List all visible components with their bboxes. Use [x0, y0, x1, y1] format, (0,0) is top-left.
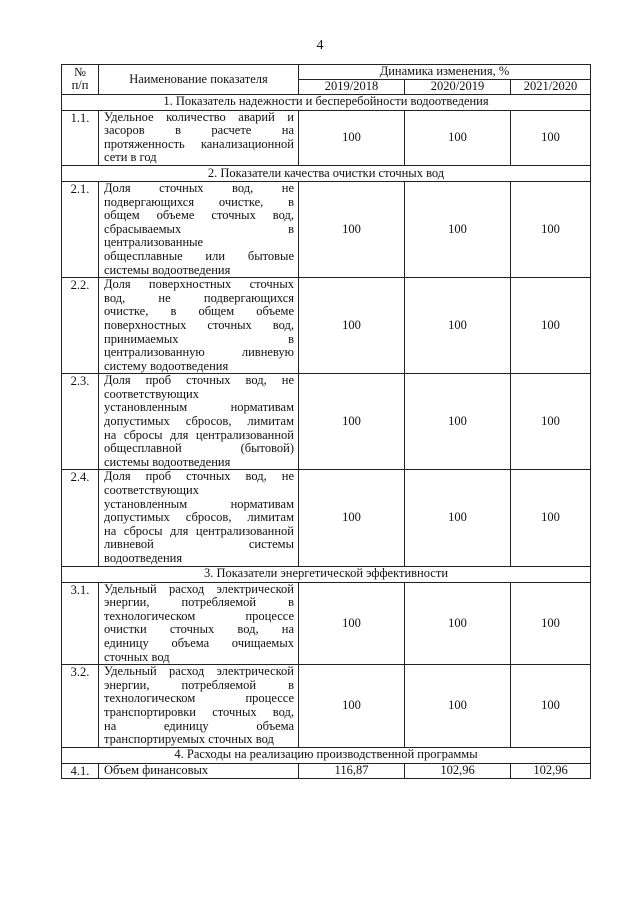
- indicator-name-line: на сбросы для централизованной: [104, 427, 294, 442]
- indicator-name-line: Удельный расход электрической: [104, 581, 294, 596]
- indicator-name-line: общесплавной (бытовой): [104, 441, 294, 456]
- indicator-name-line: транспортировки сточных вод,: [104, 704, 294, 719]
- indicator-name: [99, 470, 299, 566]
- dynamics-value: 100: [511, 374, 591, 470]
- indicators-table: [61, 64, 591, 779]
- row-number: 3.2.: [62, 665, 99, 748]
- header-name: Наименование показателя: [99, 65, 299, 95]
- indicator-name: [99, 763, 299, 779]
- indicator-name: [99, 181, 299, 277]
- dynamics-value: 100: [511, 470, 591, 566]
- header-year: 2019/2018: [299, 79, 405, 94]
- indicator-name-line: Доля проб сточных вод, не: [104, 373, 294, 388]
- indicator-name-line: на сбросы для централизованной: [104, 523, 294, 538]
- row-number: 2.1.: [62, 181, 99, 277]
- indicator-name-line: сбрасываемых в: [104, 221, 294, 236]
- header-number-symbol: №: [74, 64, 86, 79]
- indicator-name-line: систему водоотведения: [104, 358, 229, 373]
- indicator-name-line: технологическом процессе: [104, 608, 294, 623]
- indicator-name-line: энергии, потребляемой в: [104, 677, 294, 692]
- dynamics-value: 100: [299, 110, 405, 165]
- indicator-name-line: установленным нормативам: [104, 496, 294, 511]
- indicator-name: [99, 110, 299, 165]
- indicator-row: [62, 665, 591, 748]
- section-title: 4. Расходы на реализацию производственной программы: [62, 747, 591, 763]
- indicator-name-line: Объем финансовых: [104, 762, 209, 777]
- page-number: 4: [316, 38, 324, 53]
- dynamics-value: 100: [405, 374, 511, 470]
- indicator-name-line: вод, не подвергающихся: [104, 290, 294, 305]
- indicator-name-line: Удельный расход электрической: [104, 664, 294, 679]
- indicator-name-line: сети в год: [104, 150, 157, 165]
- dynamics-value: 100: [405, 665, 511, 748]
- indicator-name-line: соответствующих: [104, 386, 199, 401]
- indicator-name-line: общем объеме сточных вод,: [104, 208, 294, 223]
- header-dynamics: Динамика изменения, %: [299, 65, 591, 80]
- section-row: [62, 747, 591, 763]
- dynamics-value: 102,96: [511, 763, 591, 779]
- indicator-name-line: системы водоотведения: [104, 262, 231, 277]
- indicator-name-line: очистке, в общем объеме: [104, 304, 294, 319]
- section-row: [62, 94, 591, 110]
- indicator-row: [62, 582, 591, 665]
- row-number: 2.3.: [62, 374, 99, 470]
- indicator-name-line: технологическом процессе: [104, 691, 294, 706]
- indicator-name-line: Доля сточных вод, не: [104, 180, 294, 195]
- indicator-name-line: протяженность канализационной: [104, 136, 294, 151]
- section-title: 1. Показатель надежности и бесперебойности водоотведения: [62, 94, 591, 110]
- indicator-name: [99, 582, 299, 665]
- dynamics-value: 100: [299, 582, 405, 665]
- row-number: 2.2.: [62, 278, 99, 374]
- indicator-name-line: допустимых сбросов, лимитам: [104, 414, 294, 429]
- section-title: 2. Показатели качества очистки сточных вод: [62, 165, 591, 181]
- indicator-name-line: соответствующих: [104, 483, 199, 498]
- indicator-name-line: засоров в расчете на: [104, 123, 294, 138]
- indicator-name-line: ливневой системы: [104, 537, 294, 552]
- section-row: [62, 566, 591, 582]
- indicator-name-line: сточных вод: [104, 649, 170, 664]
- dynamics-value: 100: [405, 582, 511, 665]
- header-number-label: п/п: [71, 78, 89, 93]
- dynamics-value: 116,87: [299, 763, 405, 779]
- indicator-name-line: подвергающихся очистке, в: [104, 194, 294, 209]
- dynamics-value: 102,96: [405, 763, 511, 779]
- dynamics-value: 100: [511, 582, 591, 665]
- indicator-name-line: поверхностных сточных вод,: [104, 317, 294, 332]
- section-row: [62, 165, 591, 181]
- indicator-name: [99, 665, 299, 748]
- indicator-name-line: единицу объема очищаемых: [104, 635, 294, 650]
- dynamics-value: 100: [405, 110, 511, 165]
- indicator-name-line: Доля проб сточных вод, не: [104, 469, 294, 484]
- dynamics-value: 100: [405, 181, 511, 277]
- indicator-name-line: общесплавные или бытовые: [104, 248, 294, 263]
- indicator-name-line: транспортируемых сточных вод: [104, 732, 274, 747]
- row-number: 3.1.: [62, 582, 99, 665]
- dynamics-value: 100: [511, 110, 591, 165]
- indicator-row: [62, 470, 591, 566]
- indicator-row: [62, 763, 591, 779]
- indicator-row: [62, 278, 591, 374]
- indicator-row: [62, 374, 591, 470]
- row-number: 2.4.: [62, 470, 99, 566]
- indicator-name-line: очистки сточных вод, на: [104, 622, 294, 637]
- dynamics-value: 100: [405, 470, 511, 566]
- dynamics-value: 100: [511, 181, 591, 277]
- row-number: 1.1.: [62, 110, 99, 165]
- indicator-name: [99, 278, 299, 374]
- indicator-name: [99, 374, 299, 470]
- indicator-name-line: энергии, потребляемой в: [104, 595, 294, 610]
- dynamics-value: 100: [299, 665, 405, 748]
- row-number: 4.1.: [62, 763, 99, 779]
- indicator-name-line: принимаемых в: [104, 331, 294, 346]
- dynamics-value: 100: [511, 278, 591, 374]
- indicator-name-line: централизованную ливневую: [104, 345, 294, 360]
- header-number-cell: [62, 65, 99, 95]
- indicator-name-line: водоотведения: [104, 551, 183, 565]
- indicator-name-line: на единицу объема: [104, 718, 294, 733]
- indicator-row: [62, 110, 591, 165]
- header-year: 2021/2020: [511, 79, 591, 94]
- dynamics-value: 100: [405, 278, 511, 374]
- dynamics-value: 100: [299, 470, 405, 566]
- indicator-name-line: допустимых сбросов, лимитам: [104, 510, 294, 525]
- dynamics-value: 100: [511, 665, 591, 748]
- indicator-name-line: централизованные: [104, 235, 204, 250]
- dynamics-value: 100: [299, 278, 405, 374]
- indicator-name-line: Доля поверхностных сточных: [104, 277, 294, 292]
- section-title: 3. Показатели энергетической эффективности: [62, 566, 591, 582]
- dynamics-value: 100: [299, 374, 405, 470]
- indicator-name-line: установленным нормативам: [104, 400, 294, 415]
- dynamics-value: 100: [299, 181, 405, 277]
- header-year: 2020/2019: [405, 79, 511, 94]
- indicator-row: [62, 181, 591, 277]
- indicator-name-line: Удельное количество аварий и: [104, 109, 294, 124]
- indicator-name-line: системы водоотведения: [104, 454, 231, 469]
